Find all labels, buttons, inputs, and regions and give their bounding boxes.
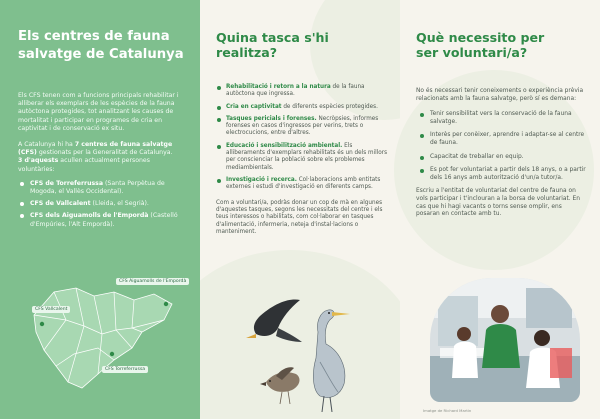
list-item	[18, 200, 186, 208]
list-item	[216, 104, 388, 111]
volunteer-paragraph: Com a voluntari/a, podràs donar un cop de mà en algunes d'aquestes tasques, segons les necessitats del centre i els teus interessos o habilitats, com col·laborar en tasques d'alimentació, infermeria, neteja d'instal·lacions o manteniment.	[216, 199, 383, 236]
volunteers-post: acullen actualment persones voluntàries:	[18, 157, 150, 173]
left-title: Els centres de fauna salvatge de Catalunya	[18, 29, 184, 62]
right-closing: Escriu a l'entitat de voluntariat del centre de fauna on vols participar i t'inclouran a la borsa de voluntariat. En cas que hi hagi vacants o torns sense omplir, ens posaran en contacte amb tu.	[416, 188, 581, 218]
list-item: Capacitat de treballar en equip.	[416, 154, 586, 162]
right-title-line1: Què necessito per	[416, 30, 545, 45]
task-text: de diferents espècies protegides.	[281, 103, 378, 110]
center-name: CFS de Torreferrussa	[30, 179, 104, 187]
task-text: Col·laboracions amb entitats externes i estudi d'investigació en diferents camps.	[226, 176, 381, 191]
map-label-aiguamolls: CFS Aiguamolls de l'Empordà	[116, 278, 189, 285]
volunteers-bold: 3 d'aquests	[18, 157, 59, 165]
task-bold: Rehabilitació i retorn a la natura	[226, 84, 331, 90]
marker-aiguamolls	[164, 302, 168, 306]
right-intro: No és necessari tenir coneixements o experiència prèvia relacionats amb la fauna salvatge, però sí es demana:	[416, 88, 584, 102]
list-item: Es pot fer voluntariat a partir dels 18 anys, o a partir dels 16 anys amb autorització d'un/a tutor/a.	[416, 167, 586, 182]
center-place: (Santa Perpètua de Mogoda, el Vallès Occidental).	[30, 179, 165, 196]
tasks-list	[216, 84, 388, 192]
list-item	[18, 180, 186, 196]
count-bold: 7 centres de fauna salvatge (CFS)	[18, 141, 173, 157]
volunteers-photo	[430, 278, 580, 402]
catalonia-map	[14, 270, 194, 400]
task-bold: Investigació i recerca.	[226, 176, 297, 183]
marker-vallcalent	[40, 322, 44, 326]
list-item	[18, 212, 186, 228]
center-place: (Lleida, el Segrià).	[90, 200, 149, 208]
map-label-vallcalent: CFS Vallcalent	[32, 306, 70, 313]
birds-graphic	[220, 292, 380, 412]
task-bold: Educació i sensibilització ambiental.	[226, 142, 343, 149]
list-item: Interès per conèixer, aprendre i adaptar-se al centre de fauna.	[416, 132, 586, 147]
middle-title-line1: Quina tasca s'hi	[216, 30, 329, 45]
left-intro: Els CFS tenen com a funcions principals rehabilitar i alliberar els exemplars de les espècies de la fauna autòctona protegides, tot analitzant les causes de mortalitat i participar en programes de cria en captivitat i de conservació ex situ.	[18, 92, 179, 132]
task-bold: Cria en captivitat	[226, 103, 282, 110]
list-item	[216, 84, 388, 99]
center-name: CFS de Vallcalent	[30, 200, 91, 208]
cfs-list	[18, 180, 186, 229]
task-text: Necròpsies, informes forenses en casos d'ingressos per verins, trets o electrocucions, entre d'altres.	[226, 115, 379, 137]
task-text: de la fauna autòctona que ingressa.	[226, 84, 365, 98]
left-count	[18, 141, 186, 174]
birds-illustration	[220, 292, 380, 412]
photo-graphic	[430, 278, 580, 402]
marker-torreferrussa	[110, 352, 114, 356]
middle-title	[216, 30, 388, 60]
list-item	[216, 116, 388, 138]
center-name: CFS dels Aiguamolls de l'Empordà	[30, 212, 149, 220]
list-item: Tenir sensibilitat vers la conservació de la fauna salvatge.	[416, 111, 586, 126]
map-graphic	[14, 270, 194, 400]
map-label-torreferrussa: CFS Torreferrussa	[102, 366, 148, 373]
task-text: Els alliberaments d'exemplars rehabilitats és un dels millors per conscienciar la població sobre els problemes mediambientals.	[226, 142, 388, 171]
center-place: (Castelló d'Empúries, l'Alt Empordà).	[30, 212, 178, 228]
photo-caption: Imatge de Richard Martin	[423, 408, 472, 413]
task-bold: Tasques pericials i forenses.	[226, 115, 317, 122]
count-post: gestionats per la Generalitat de Catalunya.	[36, 149, 173, 157]
right-title	[416, 30, 586, 60]
list-item	[216, 177, 388, 192]
right-title-line2: ser voluntari/a?	[416, 45, 528, 60]
requirements-list	[416, 111, 586, 182]
count-pre: A Catalunya hi ha	[18, 141, 75, 149]
list-item	[216, 143, 388, 172]
middle-title-line2: realitza?	[216, 45, 278, 60]
